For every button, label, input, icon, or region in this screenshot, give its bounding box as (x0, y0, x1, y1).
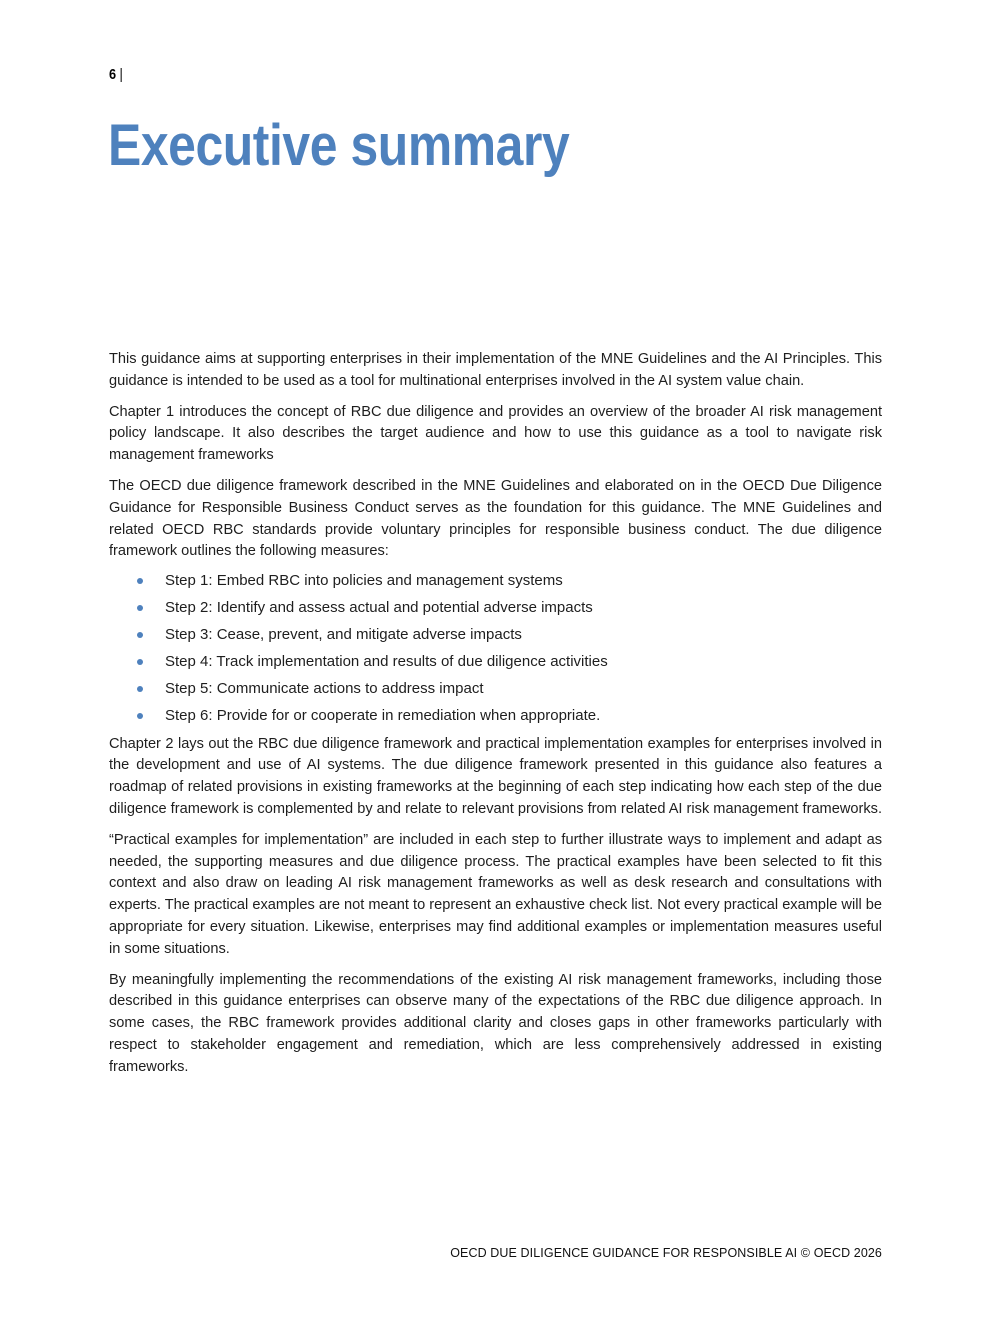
page-number-separator: | (119, 66, 123, 83)
paragraph-conclusion: By meaningfully implementing the recommendations of the existing AI risk management frameworks, including those described in this guidance enterprises can observe many of the expectations of the RBC due diligence approach. In some cases, the RBC framework provides additional clarity and closes gaps in other frameworks particularly with respect to stakeholder engagement and remediation, which are less comprehensively addressed in existing frameworks. (109, 971, 882, 1075)
bullet-icon (137, 686, 143, 692)
paragraph-intro: This guidance aims at supporting enterprises in their implementation of the MNE Guidelines and the AI Principles. This guidance is intended to be used as a tool for multinational enterprises involved in the AI system value chain. (109, 351, 882, 389)
steps-list (109, 572, 882, 724)
bullet-icon (137, 713, 143, 719)
bullet-icon (137, 632, 143, 638)
document-body (109, 349, 882, 1088)
step-text: Step 6: Provide for or cooperate in remediation when appropriate. (165, 706, 601, 724)
list-item-step-1 (109, 572, 882, 590)
bullet-icon (137, 659, 143, 665)
bullet-icon (137, 605, 143, 611)
step-text: Step 4: Track implementation and results of due diligence activities (165, 652, 608, 670)
page-title: Executive summary (108, 113, 570, 178)
step-text: Step 1: Embed RBC into policies and management systems (165, 572, 563, 590)
page-number (109, 66, 123, 83)
list-item-step-4 (109, 653, 882, 671)
step-text: Step 3: Cease, prevent, and mitigate adverse impacts (165, 625, 522, 643)
bullet-icon (137, 578, 143, 584)
step-text: Step 2: Identify and assess actual and potential adverse impacts (165, 599, 593, 617)
paragraph-chapter-1: Chapter 1 introduces the concept of RBC due diligence and provides an overview of the broader AI risk management policy landscape. It also describes the target audience and how to use this guidance as a tool to navigate risk management frameworks (109, 403, 882, 464)
list-item-step-5 (109, 680, 882, 698)
list-item-step-6 (109, 707, 882, 725)
paragraph-framework: The OECD due diligence framework described in the MNE Guidelines and elaborated on in the OECD Due Diligence Guidance for Responsible Business Conduct serves as the foundation for this guidance. The MNE Guidelines and related OECD RBC standards provide voluntary principles for responsible business conduct. The due diligence framework outlines the following measures: (109, 477, 882, 560)
paragraph-practical-examples: “Practical examples for implementation” are included in each step to further illustrate ways to implement and adapt as needed, the supporting measures and due diligence process. The practical examples have been selected to fit this context and also draw on leading AI risk management frameworks as well as desk research and consultations with experts. The practical examples are not meant to represent an exhaustive check list. Not every practical example will be appropriate for every situation. Likewise, enterprises may find additional examples or implementation measures useful in some situations. (109, 831, 882, 957)
page-number-value: 6 (109, 66, 117, 83)
page-footer: OECD DUE DILIGENCE GUIDANCE FOR RESPONSIBLE AI © OECD 2026 (450, 1246, 882, 1260)
paragraph-chapter-2: Chapter 2 lays out the RBC due diligence framework and practical implementation examples for enterprises involved in the development and use of AI systems. The due diligence framework presented in this guidance also features a roadmap of related provisions in existing frameworks at the beginning of each step indicating how each step of the due diligence framework is complemented by and relate to relevant provisions from related AI risk management frameworks. (109, 735, 882, 818)
list-item-step-2 (109, 599, 882, 617)
list-item-step-3 (109, 626, 882, 644)
step-text: Step 5: Communicate actions to address impact (165, 679, 484, 697)
